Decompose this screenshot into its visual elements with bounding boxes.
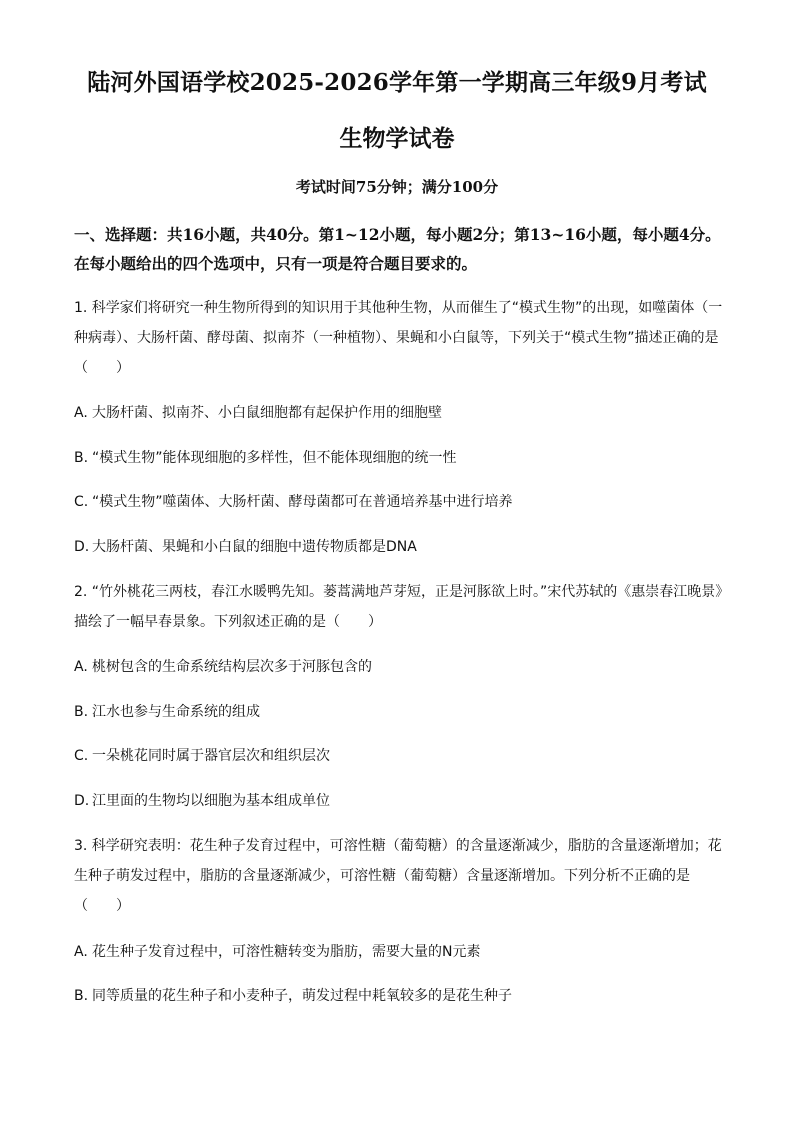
option-text: 大肠杆菌、拟南芥、小白鼠细胞都有起保护作用的细胞壁	[92, 405, 442, 421]
exam-subtitle: 生物学试卷	[339, 125, 455, 152]
question-3-option-a	[74, 941, 726, 963]
question-2-option-d	[74, 790, 726, 812]
section-heading: 一、选择题：共16小题，共40分。第1~12小题，每小题2分；第13~16小题，每小题4分。在每小题给出的四个选项中，只有一项是符合题目要求的。	[74, 225, 721, 273]
option-letter: A.	[74, 659, 88, 675]
exam-time-and-score: 考试时间75分钟；满分100分	[295, 178, 499, 196]
option-text: 桃树包含的生命系统结构层次多于河豚包含的	[92, 659, 372, 675]
option-text: “模式生物”能体现细胞的多样性，但不能体现细胞的统一性	[92, 450, 457, 466]
question-1-option-a	[74, 402, 726, 424]
option-text: 江水也参与生命系统的组成	[92, 704, 260, 720]
option-letter: B.	[74, 988, 89, 1004]
option-text: 同等质量的花生种子和小麦种子，萌发过程中耗氧较多的是花生种子	[92, 988, 512, 1004]
question-1-option-b	[74, 447, 726, 469]
question-2-option-c	[74, 745, 726, 767]
option-letter: A.	[74, 405, 88, 421]
option-text: “模式生物”噬菌体、大肠杆菌、酵母菌都可在普通培养基中进行培养	[92, 494, 513, 510]
option-letter: D.	[74, 539, 90, 555]
option-letter: B.	[74, 704, 89, 720]
option-letter: D.	[74, 793, 90, 809]
option-letter: C.	[74, 748, 89, 764]
question-2-option-a	[74, 656, 726, 678]
question-2-stem: 2. “竹外桃花三两枝，春江水暖鸭先知。蒌蒿满地芦芽短，正是河豚欲上时。”宋代苏轼的《惠崇春江晚景》描绘了一幅早春景象。下列叙述正确的是（ ）	[74, 584, 723, 630]
option-letter: C.	[74, 494, 89, 510]
option-text: 一朵桃花同时属于器官层次和组织层次	[92, 748, 330, 764]
exam-title: 陆河外国语学校2025-2026学年第一学期高三年级9月考试	[87, 69, 707, 96]
question-3-stem: 3. 科学研究表明：花生种子发育过程中，可溶性糖（葡萄糖）的含量逐渐减少，脂肪的含量逐渐增加；花生种子萌发过程中，脂肪的含量逐渐减少，可溶性糖（葡萄糖）含量逐渐增加。下列分析不正确的是（ ）	[74, 838, 722, 914]
option-letter: B.	[74, 450, 89, 466]
question-1-option-d	[74, 536, 726, 558]
option-text: 江里面的生物均以细胞为基本组成单位	[92, 793, 330, 809]
option-text: 花生种子发育过程中，可溶性糖转变为脂肪，需要大量的N元素	[92, 944, 481, 960]
question-1-option-c	[74, 491, 726, 513]
question-3-option-b	[74, 985, 726, 1007]
option-letter: A.	[74, 944, 88, 960]
option-text: 大肠杆菌、果蝇和小白鼠的细胞中遗传物质都是DNA	[92, 539, 417, 555]
question-1-stem: 1. 科学家们将研究一种生物所得到的知识用于其他种生物，从而催生了“模式生物”的出现，如噬菌体（一种病毒）、大肠杆菌、酵母菌、拟南芥（一种植物）、果蝇和小白鼠等，下列关于“模式生物”描述正确的是（ ）	[74, 300, 723, 376]
question-2-option-b	[74, 701, 726, 723]
